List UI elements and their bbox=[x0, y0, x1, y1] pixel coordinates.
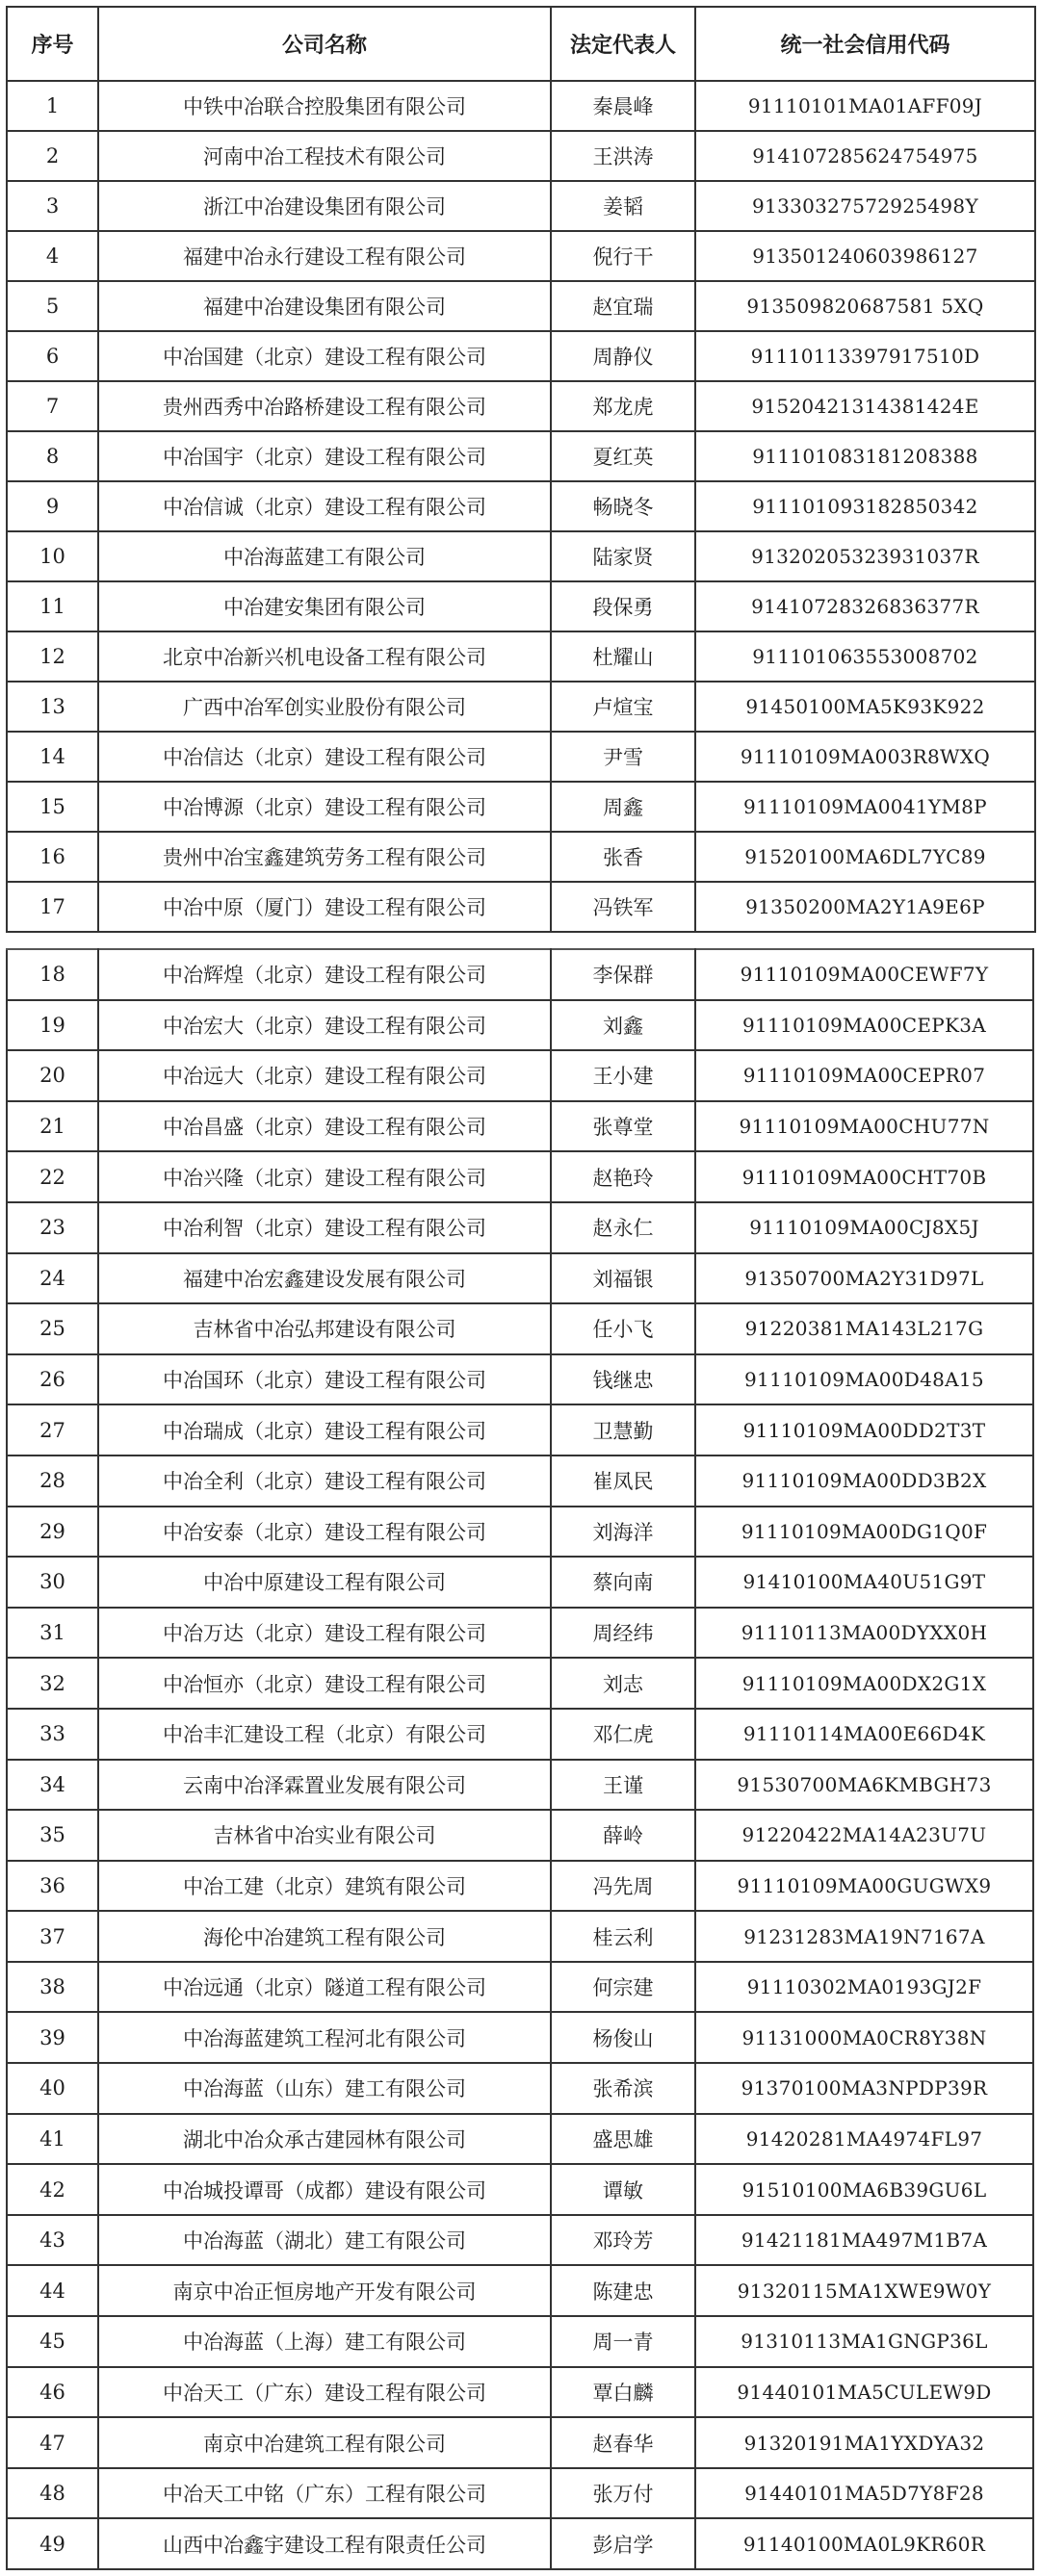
legal-representative: 张香 bbox=[551, 832, 695, 882]
credit-code: 91110109MA00CHT70B bbox=[695, 1151, 1033, 1202]
credit-code: 91110302MA0193GJ2F bbox=[695, 1962, 1033, 2013]
row-index: 31 bbox=[7, 1608, 98, 1659]
row-index: 19 bbox=[7, 1000, 98, 1051]
legal-representative: 段保勇 bbox=[551, 581, 695, 631]
table-row bbox=[7, 81, 1035, 131]
credit-code: 91110109MA00CJ8X5J bbox=[695, 1202, 1033, 1253]
credit-code: 91131000MA0CR8Y38N bbox=[695, 2012, 1033, 2063]
row-index: 44 bbox=[7, 2265, 98, 2316]
table-row bbox=[7, 882, 1035, 932]
company-name: 福建中冶宏鑫建设发展有限公司 bbox=[98, 1253, 551, 1304]
credit-code: 91231283MA19N7167A bbox=[695, 1911, 1033, 1962]
credit-code: 91110109MA00CEWF7Y bbox=[695, 949, 1033, 1000]
legal-representative: 盛思雄 bbox=[551, 2114, 695, 2165]
row-index: 2 bbox=[7, 131, 98, 181]
credit-code: 91510100MA6B39GU6L bbox=[695, 2164, 1033, 2215]
credit-code: 91110109MA003R8WXQ bbox=[695, 732, 1035, 782]
legal-representative: 崔凤民 bbox=[551, 1455, 695, 1507]
row-index: 12 bbox=[7, 631, 98, 682]
row-index: 11 bbox=[7, 581, 98, 631]
credit-code: 91330327572925498Y bbox=[695, 181, 1035, 231]
credit-code: 91110109MA00D48A15 bbox=[695, 1354, 1033, 1405]
credit-code: 91110109MA00GUGWX9 bbox=[695, 1861, 1033, 1912]
company-name: 海伦中冶建筑工程有限公司 bbox=[98, 1911, 551, 1962]
table-row bbox=[7, 381, 1035, 431]
legal-representative: 桂云利 bbox=[551, 1911, 695, 1962]
row-index: 10 bbox=[7, 531, 98, 581]
credit-code: 91310113MA1GNGP36L bbox=[695, 2316, 1033, 2367]
company-name: 吉林省中冶实业有限公司 bbox=[98, 1810, 551, 1861]
company-name: 中冶利智（北京）建设工程有限公司 bbox=[98, 1202, 551, 1253]
company-name: 中冶天工中铭（广东）工程有限公司 bbox=[98, 2468, 551, 2519]
company-name: 中冶昌盛（北京）建设工程有限公司 bbox=[98, 1101, 551, 1152]
credit-code: 91440101MA5CULEW9D bbox=[695, 2367, 1033, 2418]
row-index: 4 bbox=[7, 231, 98, 281]
company-name: 中冶城投谭哥（成都）建设有限公司 bbox=[98, 2164, 551, 2215]
table-row bbox=[7, 782, 1035, 832]
company-name: 福建中冶永行建设工程有限公司 bbox=[98, 231, 551, 281]
legal-representative: 陆家贤 bbox=[551, 531, 695, 581]
row-index: 17 bbox=[7, 882, 98, 932]
credit-code: 91110109MA00CEPR07 bbox=[695, 1050, 1033, 1101]
table-row bbox=[7, 2417, 1033, 2468]
credit-code: 91421181MA497M1B7A bbox=[695, 2215, 1033, 2266]
company-name: 吉林省中冶弘邦建设有限公司 bbox=[98, 1303, 551, 1354]
table-row bbox=[7, 1253, 1033, 1304]
table-row bbox=[7, 331, 1035, 381]
company-name: 中冶海蓝建工有限公司 bbox=[98, 531, 551, 581]
company-name: 中冶工建（北京）建筑有限公司 bbox=[98, 1861, 551, 1912]
table-body-part-1 bbox=[7, 81, 1035, 932]
table-row bbox=[7, 1303, 1033, 1354]
legal-representative: 赵艳玲 bbox=[551, 1151, 695, 1202]
company-name: 贵州中冶宝鑫建筑劳务工程有限公司 bbox=[98, 832, 551, 882]
credit-code: 91110109MA00DD3B2X bbox=[695, 1455, 1033, 1507]
table-row bbox=[7, 949, 1033, 1000]
legal-representative: 卢煊宝 bbox=[551, 682, 695, 732]
company-name: 中冶中原（厦门）建设工程有限公司 bbox=[98, 882, 551, 932]
legal-representative: 杜耀山 bbox=[551, 631, 695, 682]
row-index: 30 bbox=[7, 1557, 98, 1608]
company-name: 中冶海蓝建筑工程河北有限公司 bbox=[98, 2012, 551, 2063]
credit-code: 91140100MA0L9KR60R bbox=[695, 2518, 1033, 2569]
legal-representative: 蔡向南 bbox=[551, 1557, 695, 1608]
credit-code: 91530700MA6KMBGH73 bbox=[695, 1760, 1033, 1811]
table-row bbox=[7, 2215, 1033, 2266]
company-name: 中冶万达（北京）建设工程有限公司 bbox=[98, 1608, 551, 1659]
table-row bbox=[7, 531, 1035, 581]
credit-code: 913501240603986127 bbox=[695, 231, 1035, 281]
legal-representative: 张万付 bbox=[551, 2468, 695, 2519]
row-index: 47 bbox=[7, 2417, 98, 2468]
legal-representative: 薛岭 bbox=[551, 1810, 695, 1861]
row-index: 9 bbox=[7, 481, 98, 531]
table-row bbox=[7, 2367, 1033, 2418]
legal-representative: 姜韬 bbox=[551, 181, 695, 231]
legal-representative: 尹雪 bbox=[551, 732, 695, 782]
row-index: 34 bbox=[7, 1760, 98, 1811]
legal-representative: 陈建忠 bbox=[551, 2265, 695, 2316]
table-row bbox=[7, 1658, 1033, 1709]
legal-representative: 邓仁虎 bbox=[551, 1709, 695, 1760]
table-row bbox=[7, 832, 1035, 882]
legal-representative: 郑龙虎 bbox=[551, 381, 695, 431]
table-row bbox=[7, 2114, 1033, 2165]
legal-representative: 彭启学 bbox=[551, 2518, 695, 2569]
credit-code: 911101093182850342 bbox=[695, 481, 1035, 531]
company-name: 中冶安泰（北京）建设工程有限公司 bbox=[98, 1507, 551, 1558]
legal-representative: 王谨 bbox=[551, 1760, 695, 1811]
table-row bbox=[7, 2063, 1033, 2114]
credit-code: 91350700MA2Y31D97L bbox=[695, 1253, 1033, 1304]
table-row bbox=[7, 631, 1035, 682]
company-name: 贵州西秀中冶路桥建设工程有限公司 bbox=[98, 381, 551, 431]
header-index: 序号 bbox=[7, 7, 98, 81]
legal-representative: 刘志 bbox=[551, 1658, 695, 1709]
company-name: 中冶中原建设工程有限公司 bbox=[98, 1557, 551, 1608]
table-row bbox=[7, 2316, 1033, 2367]
legal-representative: 刘福银 bbox=[551, 1253, 695, 1304]
row-index: 43 bbox=[7, 2215, 98, 2266]
legal-representative: 畅晓冬 bbox=[551, 481, 695, 531]
row-index: 27 bbox=[7, 1404, 98, 1455]
row-index: 25 bbox=[7, 1303, 98, 1354]
row-index: 3 bbox=[7, 181, 98, 231]
legal-representative: 赵永仁 bbox=[551, 1202, 695, 1253]
credit-code: 91410100MA40U51G9T bbox=[695, 1557, 1033, 1608]
row-index: 48 bbox=[7, 2468, 98, 2519]
table-row bbox=[7, 431, 1035, 481]
credit-code: 91110109MA00CEPK3A bbox=[695, 1000, 1033, 1051]
credit-code: 911101083181208388 bbox=[695, 431, 1035, 481]
legal-representative: 周经纬 bbox=[551, 1608, 695, 1659]
row-index: 35 bbox=[7, 1810, 98, 1861]
credit-code: 91440101MA5D7Y8F28 bbox=[695, 2468, 1033, 2519]
row-index: 16 bbox=[7, 832, 98, 882]
company-name: 中冶国宇（北京）建设工程有限公司 bbox=[98, 431, 551, 481]
header-company: 公司名称 bbox=[98, 7, 551, 81]
row-index: 37 bbox=[7, 1911, 98, 1962]
credit-code: 91110114MA00E66D4K bbox=[695, 1709, 1033, 1760]
row-index: 38 bbox=[7, 1962, 98, 2013]
company-name: 中冶远大（北京）建设工程有限公司 bbox=[98, 1050, 551, 1101]
table-row bbox=[7, 2164, 1033, 2215]
company-name: 山西中冶鑫宇建设工程有限责任公司 bbox=[98, 2518, 551, 2569]
credit-code: 91350200MA2Y1A9E6P bbox=[695, 882, 1035, 932]
legal-representative: 周静仪 bbox=[551, 331, 695, 381]
legal-representative: 周一青 bbox=[551, 2316, 695, 2367]
table-row bbox=[7, 1050, 1033, 1101]
legal-representative: 钱继忠 bbox=[551, 1354, 695, 1405]
legal-representative: 张希滨 bbox=[551, 2063, 695, 2114]
company-name: 中冶信达（北京）建设工程有限公司 bbox=[98, 732, 551, 782]
legal-representative: 周鑫 bbox=[551, 782, 695, 832]
table-row bbox=[7, 1455, 1033, 1507]
credit-code: 91320115MA1XWE9W0Y bbox=[695, 2265, 1033, 2316]
credit-code: 91520421314381424E bbox=[695, 381, 1035, 431]
legal-representative: 冯铁军 bbox=[551, 882, 695, 932]
row-index: 36 bbox=[7, 1861, 98, 1912]
table-row bbox=[7, 732, 1035, 782]
table-row bbox=[7, 1760, 1033, 1811]
row-index: 14 bbox=[7, 732, 98, 782]
credit-code: 91320191MA1YXDYA32 bbox=[695, 2417, 1033, 2468]
table-row bbox=[7, 1202, 1033, 1253]
company-name: 广西中冶军创实业股份有限公司 bbox=[98, 682, 551, 732]
credit-code: 91110109MA00DG1Q0F bbox=[695, 1507, 1033, 1558]
company-name: 河南中冶工程技术有限公司 bbox=[98, 131, 551, 181]
row-index: 22 bbox=[7, 1151, 98, 1202]
row-index: 26 bbox=[7, 1354, 98, 1405]
company-name: 中冶兴隆（北京）建设工程有限公司 bbox=[98, 1151, 551, 1202]
company-name: 中冶海蓝（湖北）建工有限公司 bbox=[98, 2215, 551, 2266]
legal-representative: 倪行干 bbox=[551, 231, 695, 281]
table-row bbox=[7, 1000, 1033, 1051]
row-index: 41 bbox=[7, 2114, 98, 2165]
credit-code: 91110109MA00DD2T3T bbox=[695, 1404, 1033, 1455]
credit-code: 91420281MA4974FL97 bbox=[695, 2114, 1033, 2165]
company-table-part-1 bbox=[6, 6, 1036, 933]
credit-code: 91450100MA5K93K922 bbox=[695, 682, 1035, 732]
company-table-part-2 bbox=[6, 948, 1034, 2570]
company-name: 中冶信诚（北京）建设工程有限公司 bbox=[98, 481, 551, 531]
table-row bbox=[7, 581, 1035, 631]
legal-representative: 刘海洋 bbox=[551, 1507, 695, 1558]
legal-representative: 邓玲芳 bbox=[551, 2215, 695, 2266]
legal-representative: 冯先周 bbox=[551, 1861, 695, 1912]
company-name: 南京中冶建筑工程有限公司 bbox=[98, 2417, 551, 2468]
credit-code: 91110109MA00CHU77N bbox=[695, 1101, 1033, 1152]
legal-representative: 李保群 bbox=[551, 949, 695, 1000]
credit-code: 91520100MA6DL7YC89 bbox=[695, 832, 1035, 882]
company-name: 中冶宏大（北京）建设工程有限公司 bbox=[98, 1000, 551, 1051]
table-row bbox=[7, 1354, 1033, 1405]
legal-representative: 刘鑫 bbox=[551, 1000, 695, 1051]
row-index: 49 bbox=[7, 2518, 98, 2569]
legal-representative: 王洪涛 bbox=[551, 131, 695, 181]
legal-representative: 王小建 bbox=[551, 1050, 695, 1101]
legal-representative: 何宗建 bbox=[551, 1962, 695, 2013]
company-name: 中冶丰汇建设工程（北京）有限公司 bbox=[98, 1709, 551, 1760]
row-index: 21 bbox=[7, 1101, 98, 1152]
table-body-part-2 bbox=[7, 949, 1033, 2569]
legal-representative: 卫慧勤 bbox=[551, 1404, 695, 1455]
header-credit-code: 统一社会信用代码 bbox=[695, 7, 1035, 81]
row-index: 40 bbox=[7, 2063, 98, 2114]
credit-code: 91410728326836377R bbox=[695, 581, 1035, 631]
row-index: 46 bbox=[7, 2367, 98, 2418]
table-row bbox=[7, 2518, 1033, 2569]
credit-code: 91110101MA01AFF09J bbox=[695, 81, 1035, 131]
credit-code: 91220381MA143L217G bbox=[695, 1303, 1033, 1354]
row-index: 1 bbox=[7, 81, 98, 131]
table-row bbox=[7, 2265, 1033, 2316]
table-row bbox=[7, 1861, 1033, 1912]
company-name: 中冶恒亦（北京）建设工程有限公司 bbox=[98, 1658, 551, 1709]
company-name: 中冶国建（北京）建设工程有限公司 bbox=[98, 331, 551, 381]
table-row bbox=[7, 1151, 1033, 1202]
legal-representative: 任小飞 bbox=[551, 1303, 695, 1354]
row-index: 24 bbox=[7, 1253, 98, 1304]
company-name: 中冶博源（北京）建设工程有限公司 bbox=[98, 782, 551, 832]
row-index: 23 bbox=[7, 1202, 98, 1253]
row-index: 8 bbox=[7, 431, 98, 481]
row-index: 42 bbox=[7, 2164, 98, 2215]
company-name: 中冶辉煌（北京）建设工程有限公司 bbox=[98, 949, 551, 1000]
table-header-row bbox=[7, 7, 1035, 81]
credit-code: 914107285624754975 bbox=[695, 131, 1035, 181]
table-row bbox=[7, 1962, 1033, 2013]
row-index: 28 bbox=[7, 1455, 98, 1507]
table-row bbox=[7, 682, 1035, 732]
row-index: 32 bbox=[7, 1658, 98, 1709]
row-index: 33 bbox=[7, 1709, 98, 1760]
credit-code: 91320205323931037R bbox=[695, 531, 1035, 581]
table-row bbox=[7, 1101, 1033, 1152]
company-name: 湖北中冶众承古建园林有限公司 bbox=[98, 2114, 551, 2165]
company-name: 浙江中冶建设集团有限公司 bbox=[98, 181, 551, 231]
row-index: 45 bbox=[7, 2316, 98, 2367]
table-row bbox=[7, 131, 1035, 181]
table-row bbox=[7, 181, 1035, 231]
legal-representative: 谭敏 bbox=[551, 2164, 695, 2215]
credit-code: 91110113MA00DYXX0H bbox=[695, 1608, 1033, 1659]
legal-representative: 秦晨峰 bbox=[551, 81, 695, 131]
row-index: 20 bbox=[7, 1050, 98, 1101]
company-name: 云南中冶泽霖置业发展有限公司 bbox=[98, 1760, 551, 1811]
credit-code: 91110109MA0041YM8P bbox=[695, 782, 1035, 832]
credit-code: 91220422MA14A23U7U bbox=[695, 1810, 1033, 1861]
legal-representative: 赵春华 bbox=[551, 2417, 695, 2468]
row-index: 29 bbox=[7, 1507, 98, 1558]
credit-code: 911101063553008702 bbox=[695, 631, 1035, 682]
legal-representative: 夏红英 bbox=[551, 431, 695, 481]
legal-representative: 张尊堂 bbox=[551, 1101, 695, 1152]
company-name: 中冶远通（北京）隧道工程有限公司 bbox=[98, 1962, 551, 2013]
credit-code: 91110109MA00DX2G1X bbox=[695, 1658, 1033, 1709]
company-name: 中铁中冶联合控股集团有限公司 bbox=[98, 81, 551, 131]
table-row bbox=[7, 281, 1035, 331]
company-name: 中冶全利（北京）建设工程有限公司 bbox=[98, 1455, 551, 1507]
row-index: 39 bbox=[7, 2012, 98, 2063]
table-row bbox=[7, 481, 1035, 531]
table-row bbox=[7, 1557, 1033, 1608]
table-row bbox=[7, 1810, 1033, 1861]
table-row bbox=[7, 1911, 1033, 1962]
company-name: 中冶海蓝（山东）建工有限公司 bbox=[98, 2063, 551, 2114]
legal-representative: 杨俊山 bbox=[551, 2012, 695, 2063]
credit-code: 91110113397917510D bbox=[695, 331, 1035, 381]
credit-code: 913509820687581 5XQ bbox=[695, 281, 1035, 331]
header-legal-rep: 法定代表人 bbox=[551, 7, 695, 81]
company-name: 北京中冶新兴机电设备工程有限公司 bbox=[98, 631, 551, 682]
legal-representative: 覃白麟 bbox=[551, 2367, 695, 2418]
table-row bbox=[7, 1608, 1033, 1659]
company-name: 福建中冶建设集团有限公司 bbox=[98, 281, 551, 331]
row-index: 15 bbox=[7, 782, 98, 832]
row-index: 7 bbox=[7, 381, 98, 431]
company-name: 中冶瑞成（北京）建设工程有限公司 bbox=[98, 1404, 551, 1455]
row-index: 18 bbox=[7, 949, 98, 1000]
company-name: 中冶建安集团有限公司 bbox=[98, 581, 551, 631]
row-index: 13 bbox=[7, 682, 98, 732]
table-row bbox=[7, 2012, 1033, 2063]
table-row bbox=[7, 2468, 1033, 2519]
table-row bbox=[7, 1709, 1033, 1760]
legal-representative: 赵宜瑞 bbox=[551, 281, 695, 331]
company-name: 中冶天工（广东）建设工程有限公司 bbox=[98, 2367, 551, 2418]
table-row bbox=[7, 1404, 1033, 1455]
table-row bbox=[7, 231, 1035, 281]
row-index: 5 bbox=[7, 281, 98, 331]
company-name: 中冶国环（北京）建设工程有限公司 bbox=[98, 1354, 551, 1405]
row-index: 6 bbox=[7, 331, 98, 381]
table-row bbox=[7, 1507, 1033, 1558]
company-name: 南京中冶正恒房地产开发有限公司 bbox=[98, 2265, 551, 2316]
credit-code: 91370100MA3NPDP39R bbox=[695, 2063, 1033, 2114]
company-name: 中冶海蓝（上海）建工有限公司 bbox=[98, 2316, 551, 2367]
